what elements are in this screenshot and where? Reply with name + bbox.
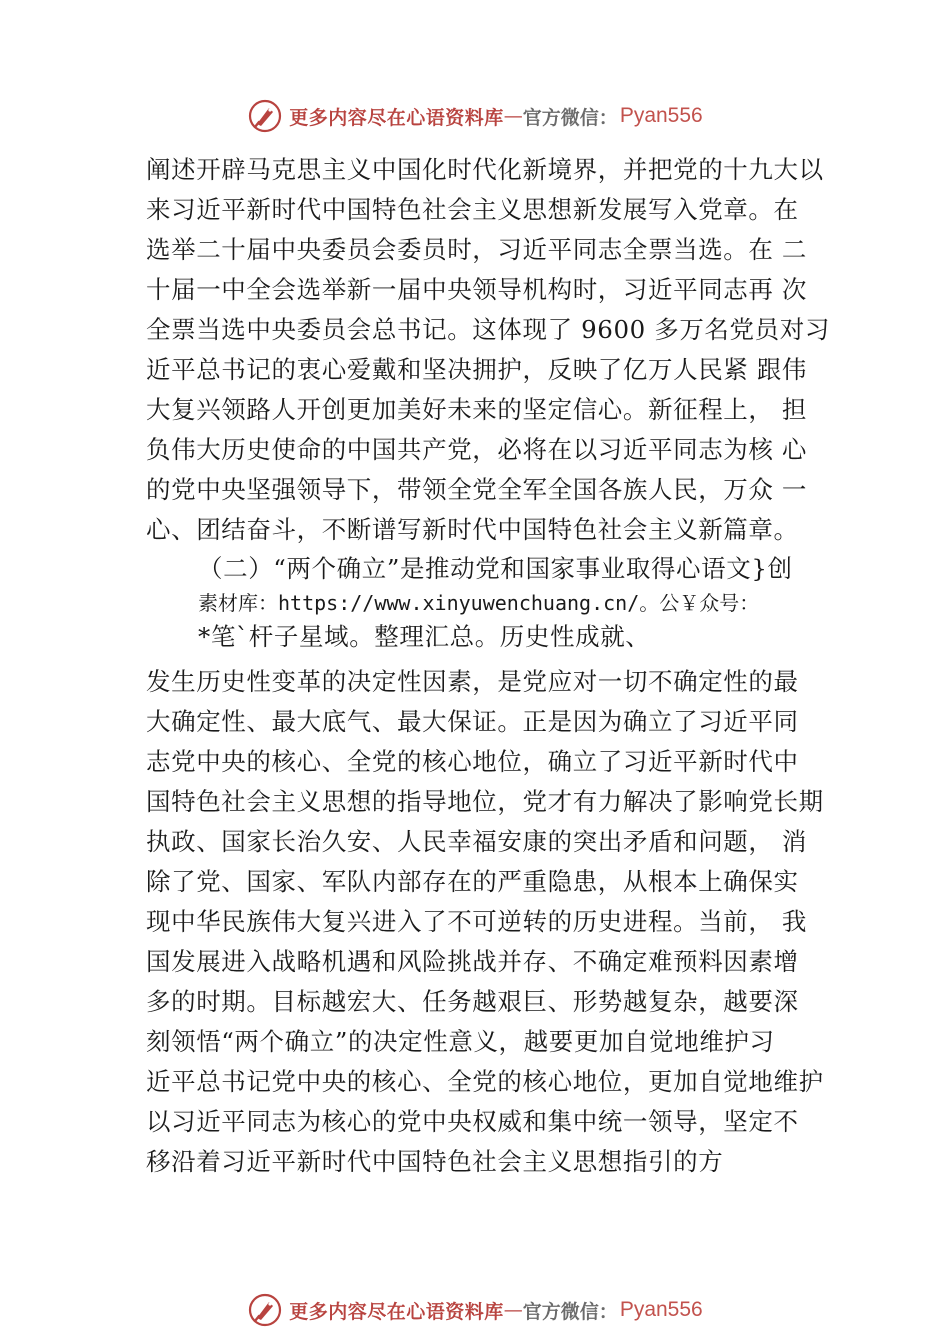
paragraph-1	[146, 150, 836, 550]
banner-wechat-account: Pyan556	[619, 1298, 703, 1321]
text-line: 大确定性、最大底气、最大保证。正是因为确立了习近平同	[146, 707, 799, 736]
subheading-line-2: 素材库：https://www.xinyuwenchuang.cn/。公￥众号：	[198, 591, 760, 615]
text-line: 国特色社会主义思想的指导地位，党才有力解决了影响党长期	[146, 787, 824, 816]
pen-nib-logo-icon	[247, 1292, 283, 1328]
text-line: 来习近平新时代中国特色社会主义思想新发展写入党章。在	[146, 195, 799, 224]
text-line: 阐述开辟马克思主义中国化时代化新境界，并把党的十九大以	[146, 155, 824, 184]
document-body	[146, 150, 836, 1182]
subheading-line-3: *笔`杆子星域。整理汇总。历史性成就、	[198, 622, 651, 651]
header-banner	[0, 96, 950, 136]
text-line: 近平总书记的衷心爱戴和坚决拥护，反映了亿万人民紧 跟伟	[146, 355, 807, 384]
text-line: 多的时期。目标越宏大、任务越艰巨、形势越复杂，越要深	[146, 987, 799, 1016]
text-line: 志党中央的核心、全党的核心地位，确立了习近平新时代中	[146, 747, 799, 776]
text-line: 心、团结奋斗，不断谱写新时代中国特色社会主义新篇章。	[146, 515, 799, 544]
text-line: 发生历史性变革的决定性因素，是党应对一切不确定性的最	[146, 667, 799, 696]
footer-banner	[0, 1290, 950, 1330]
text-line: 除了党、国家、军队内部存在的严重隐患，从根本上确保实	[146, 867, 799, 896]
paragraph-2	[146, 662, 836, 1182]
pen-nib-logo-icon	[247, 98, 283, 134]
text-line: 执政、国家长治久安、人民幸福安康的突出矛盾和问题， 消	[146, 827, 807, 856]
banner-dash: —	[503, 1299, 523, 1321]
text-line: 国发展进入战略机遇和风险挑战并存、不确定难预料因素增	[146, 947, 799, 976]
text-line: 全票当选中央委员会总书记。这体现了 9600 多万名党员对习	[146, 315, 830, 344]
banner-brand-text: 更多内容尽在心语资料库	[289, 1300, 504, 1323]
text-line: 现中华民族伟大复兴进入了不可逆转的历史进程。当前， 我	[146, 907, 807, 936]
text-line: 移沿着习近平新时代中国特色社会主义思想指引的方	[146, 1147, 724, 1176]
banner-wechat-label: 官方微信：	[522, 106, 618, 129]
text-line: 近平总书记党中央的核心、全党的核心地位，更加自觉地维护	[146, 1067, 824, 1096]
subheading	[146, 550, 836, 656]
text-line: 十届一中全会选举新一届中央领导机构时，习近平同志再 次	[146, 275, 807, 304]
subheading-line-1: （二）“两个确立”是推动党和国家事业取得心语文}创	[198, 554, 793, 583]
text-line: 刻领悟“两个确立”的决定性意义，越要更加自觉地维护习	[146, 1027, 775, 1056]
banner-brand-text: 更多内容尽在心语资料库	[289, 106, 504, 129]
text-line: 负伟大历史使命的中国共产党，必将在以习近平同志为核 心	[146, 435, 807, 464]
text-line: 选举二十届中央委员会委员时，习近平同志全票当选。在 二	[146, 235, 807, 264]
text-line: 大复兴领路人开创更加美好未来的坚定信心。新征程上， 担	[146, 395, 807, 424]
banner-wechat-account: Pyan556	[619, 104, 703, 127]
text-line: 以习近平同志为核心的党中央权威和集中统一领导，坚定不	[146, 1107, 799, 1136]
text-line: 的党中央坚强领导下，带领全党全军全国各族人民，万众 一	[146, 475, 807, 504]
banner-dash: —	[503, 105, 523, 127]
banner-wechat-label: 官方微信：	[522, 1300, 618, 1323]
